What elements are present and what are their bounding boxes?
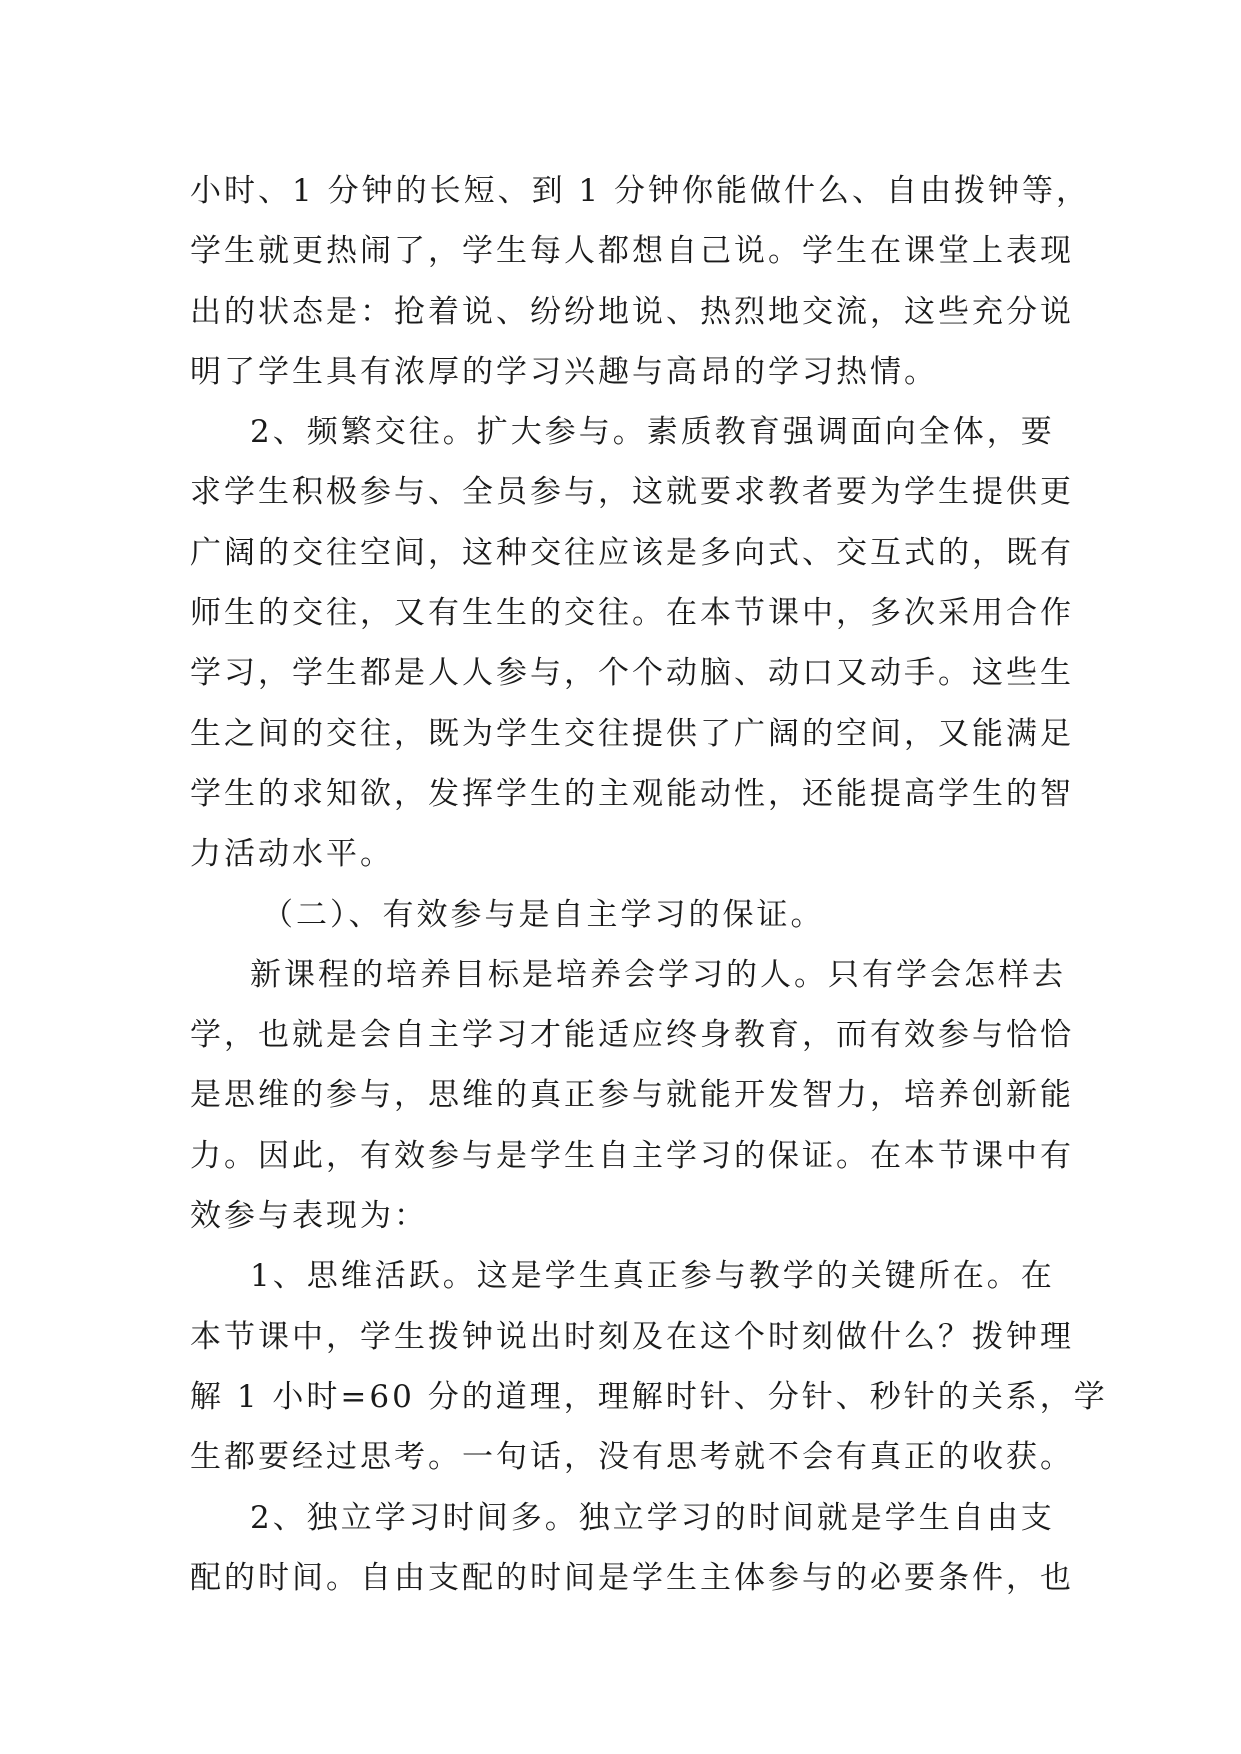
paragraph-first-line: 1、思维活跃。这是学生真正参与教学的关键所在。在 [250, 1258, 1055, 1295]
paragraph-first-line: 2、独立学习时间多。独立学习的时间就是学生自由支 [250, 1499, 1055, 1536]
paragraph-first-line: 新课程的培养目标是培养会学习的人。只有学会怎样去 [250, 956, 1066, 993]
document-body [190, 161, 1108, 1608]
text-line: 学，也就是会自主学习才能适应终身教育，而有效参与恰恰 [190, 1017, 1074, 1054]
text-line: 本节课中，学生拨钟说出时刻及在这个时刻做什么？拨钟理 [190, 1318, 1074, 1355]
text-line: 小时、1 分钟的长短、到 1 分钟你能做什么、自由拨钟等， [190, 173, 1091, 209]
text-line: 效参与表现为： [190, 1198, 428, 1235]
text-line: 学生的求知欲，发挥学生的主观能动性，还能提高学生的智 [190, 775, 1074, 812]
section-heading: （二）、有效参与是自主学习的保证。 [262, 896, 825, 933]
text-line: 力。因此，有效参与是学生自主学习的保证。在本节课中有 [190, 1137, 1074, 1174]
paragraph-first-line: 2、频繁交往。扩大参与。素质教育强调面向全体，要 [250, 414, 1055, 451]
text-line: 求学生积极参与、全员参与，这就要求教者要为学生提供更 [190, 474, 1074, 511]
text-line: 学习，学生都是人人参与，个个动脑、动口又动手。这些生 [190, 655, 1074, 692]
text-line: 生都要经过思考。一句话，没有思考就不会有真正的收获。 [190, 1439, 1074, 1476]
text-line: 配的时间。自由支配的时间是学生主体参与的必要条件，也 [190, 1559, 1074, 1596]
text-line: 力活动水平。 [190, 836, 394, 873]
text-line: 学生就更热闹了，学生每人都想自己说。学生在课堂上表现 [190, 233, 1074, 270]
text-line: 生之间的交往，既为学生交往提供了广阔的空间，又能满足 [190, 715, 1074, 752]
text-line: 广阔的交往空间，这种交往应该是多向式、交互式的，既有 [190, 534, 1074, 571]
text-line: 是思维的参与，思维的真正参与就能开发智力，培养创新能 [190, 1077, 1074, 1114]
text-line: 解 1 小时=60 分的道理，理解时针、分针、秒针的关系，学 [190, 1378, 1108, 1415]
text-line: 出的状态是：抢着说、纷纷地说、热烈地交流，这些充分说 [190, 293, 1074, 330]
text-line: 师生的交往，又有生生的交往。在本节课中，多次采用合作 [190, 595, 1074, 632]
text-line: 明了学生具有浓厚的学习兴趣与高昂的学习热情。 [190, 353, 938, 390]
